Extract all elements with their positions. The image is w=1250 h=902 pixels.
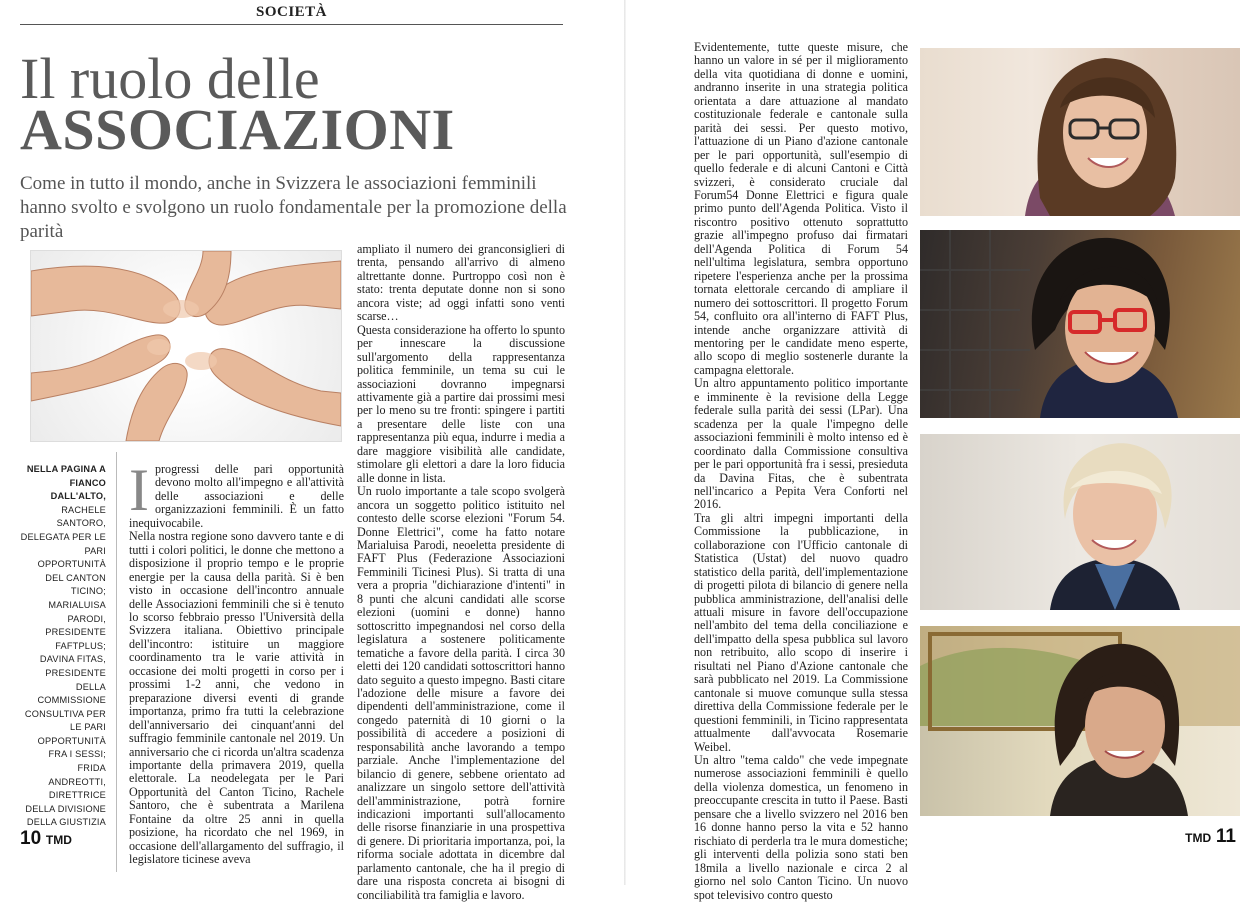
paragraph: Un altro appuntamento politico importante e imminente è la revisione della Legge federale sulla parità dei sessi (LPar). Una scadenza per la quale l'impegno delle associazioni femminili è molto intenso ed è coordinato dalla Commissione consultiva per le pari opportunità fra i sessi, presieduta da Davina Fitas, che è subentrata nell'incarico a Pepita Vera Conforti nel 2016. [694, 376, 908, 512]
column-divider [116, 452, 117, 872]
portrait-1-illustration [920, 48, 1240, 216]
portrait-4-illustration [920, 626, 1240, 816]
title-line-1: Il ruolo delle [20, 46, 320, 111]
paragraph: Evidentemente, tutte queste misure, che hanno un valore in sé per il miglioramento della vita quotidiana di donne e uomini, andranno inserite in una strategia politica orientata a dare attuazione al mandato costituzionale federale e cantonale sulla parità dei sessi. Per questo motivo, l'attuazione di un Piano d'azione cantonale per le pari opportunità, sull'esempio di quello federale e di alcuni Cantoni e Città svizzeri, è considerato cruciale dal Forum54 Donne Elettrici e figura quale primo punto dell'Agenda Politica. Visto il riscontro positivo ottenuto soprattutto grazie all'impegno profuso dai firmatari dell'Agenda Politica di Forum 54 nell'ultima legislatura, sembra opportuno ripetere l'esperienza anche per la prossima tornata elettorale cercando di ampliare il numero dei sottoscrittori. Il progetto Forum 54, confluito ora all'interno di FAFT Plus, intende anche organizzare attività di mentoring per le candidate meno esperte, allo scopo di meglio sostenerle durante la campagna elettorale. [694, 40, 908, 377]
article-column-2 [357, 243, 565, 902]
portrait-3-illustration [920, 434, 1240, 610]
folio-right [1185, 826, 1236, 848]
magazine-brand: TMD [45, 833, 72, 847]
portrait-davina-fitas [920, 434, 1240, 610]
photo-caption [20, 463, 106, 830]
portrait-2-illustration [920, 230, 1240, 418]
right-page [625, 0, 1250, 902]
folio-left [20, 828, 72, 850]
article-column-3 [694, 41, 908, 902]
paragraph: Nella nostra regione sono davvero tante e di tutti i colori politici, le donne che mettono a disposizione il proprio tempo e le proprie energie per la causa della parità. Si è ben visto in occasione dell'incontro annuale delle Associazioni femminili che si è tenuto lo scorso febbraio presso l'Università della Svizzera italiana. Obiettivo principale dell'incontro: istituire un maggiore coordinamento tra le varie attività in occasione dei molti progetti in corso per i prossimi 1-2 anni, che vedono in preparazione diversi eventi di grande importanza, primo fra tutti la celebrazione dell'anniversario dei cinquant'anni del suffragio femminile cantonale nel 2019. Un anniversario che ci ricorda un'altra scadenza importante della primavera 2019, quella elettorale. La neodelegata per le Pari Opportunità del Canton Ticino, Rachele Santoro, che è subentrata a Marilena Fontaine da oltre 25 anni in quella posizione, ha ricordato che nel 1969, in occasione dell'allargamento del suffragio, il legislatore ticinese aveva [129, 529, 344, 867]
hands-circle-photo [30, 250, 342, 442]
paragraph: ampliato il numero dei granconsiglieri di trenta, pensando all'arrivo di almeno altrettante donne. Purtroppo così non è stato: trenta deputate donne non si sono ancora viste; ad oggi infatti sono venti scarse… [357, 242, 565, 324]
portrait-marialuisa-parodi [920, 230, 1240, 418]
paragraph: Questa considerazione ha offerto lo spunto per innescare la discussione sull'argomento della rappresentanza politica femminile, un tema su cui le associazioni dovranno impegnarsi attivamente già a partire dai prossimi mesi per lo meno su tre fronti: spingere i partiti a presentare delle liste con una rappresentanza più equa, indurre i media a dare maggiore visibilità alle candidate, stimolare gli elettori a dare la loro fiducia alle donne in lista. [357, 322, 565, 485]
paragraph: progressi delle pari opportunità devono molto all'impegno e all'attività delle associazioni e delle organizzazioni femminili. È un fatto inequivocabile. [129, 462, 344, 530]
section-label: SOCIETÀ [20, 2, 563, 25]
article-column-1 [129, 457, 344, 867]
page-number: 10 [20, 828, 42, 849]
lead-paragraph: Come in tutto il mondo, anche in Svizzera le associazioni femminili hanno svolto e svolgono un ruolo fondamentale per la promozione della parità [20, 173, 567, 242]
title-line-2: ASSOCIAZIONI [20, 97, 455, 162]
page-number: 11 [1215, 826, 1236, 847]
portrait-rachele-santoro [920, 48, 1240, 216]
paragraph: Tra gli altri impegni importanti della Commissione la pubblicazione, in collaborazione con l'Ufficio cantonale di Statistica (Ustat) del nuovo quadro statistico della parità, dell'implementazione di progetti pilota di bilancio di genere nella pubblica amministrazione, dell'analisi delle attuali misure in favore dell'occupazione nell'ambito del tema della conciliazione e dell'impatto della spesa pubblica sul lavoro non retribuito, allo scopo di inserire i risultati nel Piano d'Azione cantonale che sarà pubblicato nel 2019. La Commissione cantonale si muove comunque sulla stessa direttiva della Commissione federale per le questioni femminili, in Ticino rappresentata attualmente dall'avvocata Rosemarie Weibel. [694, 510, 908, 754]
magazine-brand: TMD [1185, 831, 1212, 845]
drop-cap: I [129, 457, 149, 523]
caption-text: RACHELE SANTORO, DELEGATA PER LE PARI OPPORTUNITÀ DEL CANTON TICINO; MARIALUISA PARODI, PRESIDENTE FAFTPLUS; DAVINA FITAS, PRESIDENTE DELLA COMMISSIONE CONSULTIVA PER LE PARI OPPORTUNITÀ FRA I SESSI; FRIDA ANDREOTTI, DIRETTRICE DELLA DIVISIONE DELLA GIUSTIZIA [20, 504, 106, 828]
hands-illustration [31, 251, 341, 441]
caption-lead: NELLA PAGINA A FIANCO DALL'ALTO, [26, 464, 106, 502]
paragraph: Un ruolo importante a tale scopo svolgerà ancora un soggetto politico istituito nel contesto delle scorse elezioni "Forum 54. Donne Elettrici", come ha fatto notare Marialuisa Parodi, neoeletta presidente di FAFT Plus (Federazione Associazioni Femminili Ticinesi Plus). Si tratta di una vera a propria "dichiarazione d'intenti" in 8 punti che alcuni candidati alle scorse elezioni (uomini e donne) hanno sottoscritto impegnandosi nel corso della legislatura a sostenere politicamente tematiche a favore della parità. I circa 30 eletti dei 120 candidati sottoscrittori hanno dato seguito a questo impegno. Basti citare l'adozione delle misure a favore dei dipendenti dell'amministrazione, come il congedo paternità di 10 giorni o la possibilità di accedere a posizioni di responsabilità anche lavorando a tempo parziale. Anche l'implementazione del bilancio di genere, sebbene orientato ad analizzare un singolo settore dell'attività dell'amministrazione, potrà fornire indicazioni importanti sull'allocamento delle risorse finanziarie in una prospettiva di genere. Di prioritaria importanza, poi, la riforma sociale adottata in dicembre dal parlamento cantonale, che ha il pregio di dare una risposta concreta ai bisogni di conciliabilità tra famiglia e lavoro. [357, 484, 565, 902]
paragraph: Un altro "tema caldo" che vede impegnate numerose associazioni femminili è quello della violenza domestica, un fenomeno in preoccupante crescita in tutto il Paese. Basti pensare che a livello svizzero nel 2016 ben 16 donne hanno perso la vita e 52 hanno rischiato di perderla tra le mura domestiche; gli interventi della polizia sono stati ben 18mila a livello nazionale e circa 2 al giorno nel solo Canton Ticino. Un nuovo spot televisivo contro questo [694, 753, 908, 902]
portrait-frida-andreotti [920, 626, 1240, 816]
